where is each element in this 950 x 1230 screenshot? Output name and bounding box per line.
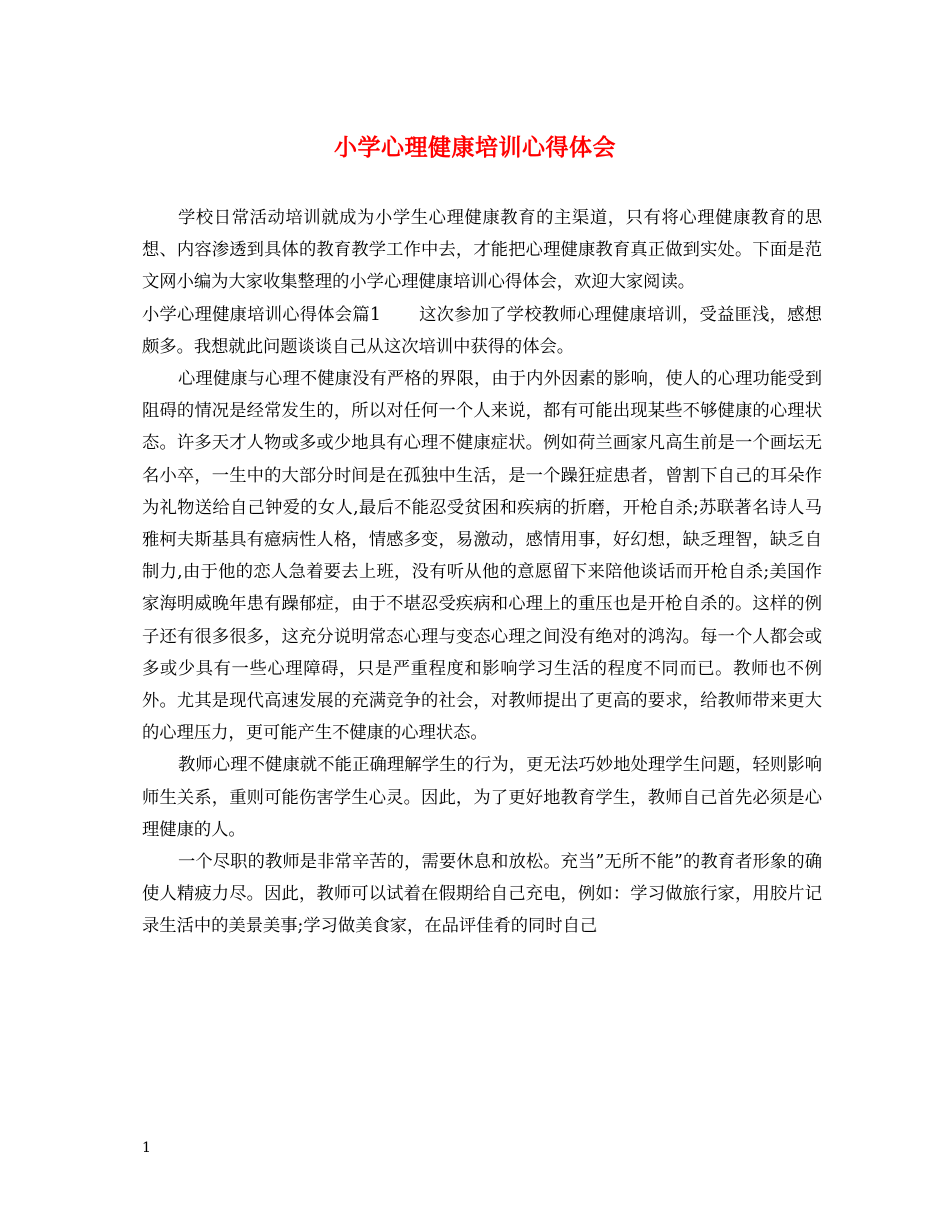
section-paragraph xyxy=(142,299,822,363)
body-paragraph-1: 心理健康与心理不健康没有严格的界限，由于内外因素的影响，使人的心理功能受到阻碍的情况是经常发生的，所以对任何一个人来说，都有可能出现某些不够健康的心理状态。许多天才人物或多或少地具有心理不健康症状。例如荷兰画家凡高生前是一个画坛无名小卒，一生中的大部分时间是在孤独中生活，是一个躁狂症患者，曾割下自己的耳朵作为礼物送给自己钟爱的女人,最后不能忍受贫困和疾病的折磨，开枪自杀;苏联著名诗人马雅柯夫斯基具有癔病性人格，情感多变，易激动，感情用事，好幻想，缺乏理智，缺乏自制力,由于他的恋人急着要去上班，没有听从他的意愿留下来陪他谈话而开枪自杀;美国作家海明威晚年患有躁郁症，由于不堪忍受疾病和心理上的重压也是开枪自杀的。这样的例子还有很多很多，这充分说明常态心理与变态心理之间没有绝对的鸿沟。每一个人都会或多或少具有一些心理障碍，只是严重程度和影响学习生活的程度不同而已。教师也不例外。尤其是现代高速发展的充满竞争的社会，对教师提出了更高的要求，给教师带来更大的心理压力，更可能产生不健康的心理状态。 xyxy=(142,369,822,744)
body-paragraph-3: 一个尽职的教师是非常辛苦的，需要休息和放松。充当”无所不能”的教育者形象的确使人精疲力尽。因此，教师可以试着在假期给自己充电，例如：学习做旅行家，用胶片记录生活中的美景美事;学习做美食家，在品评佳肴的同时自己 xyxy=(142,852,822,937)
document-title: 小学心理健康培训心得体会 xyxy=(334,134,616,161)
section-heading: 小学心理健康培训心得体会篇1 xyxy=(142,304,381,325)
intro-paragraph: 学校日常活动培训就成为小学生心理健康教育的主渠道，只有将心理健康教育的思想、内容渗透到具体的教育教学工作中去，才能把心理健康教育真正做到实处。下面是范文网小编为大家收集整理的小学心理健康培训心得体会，欢迎大家阅读。 xyxy=(142,208,822,293)
page-number: 1 xyxy=(142,1140,151,1156)
document-body xyxy=(142,202,822,943)
section-lead: 这次参加了学校教师心理健康培训，受益匪浅，感想颇多。我想就此问题谈谈自己从这次培训中获得的体会。 xyxy=(142,304,822,357)
body-paragraph-2: 教师心理不健康就不能正确理解学生的行为，更无法巧妙地处理学生问题，轻则影响师生关系，重则可能伤害学生心灵。因此，为了更好地教育学生，教师自己首先必须是心理健康的人。 xyxy=(142,755,822,840)
